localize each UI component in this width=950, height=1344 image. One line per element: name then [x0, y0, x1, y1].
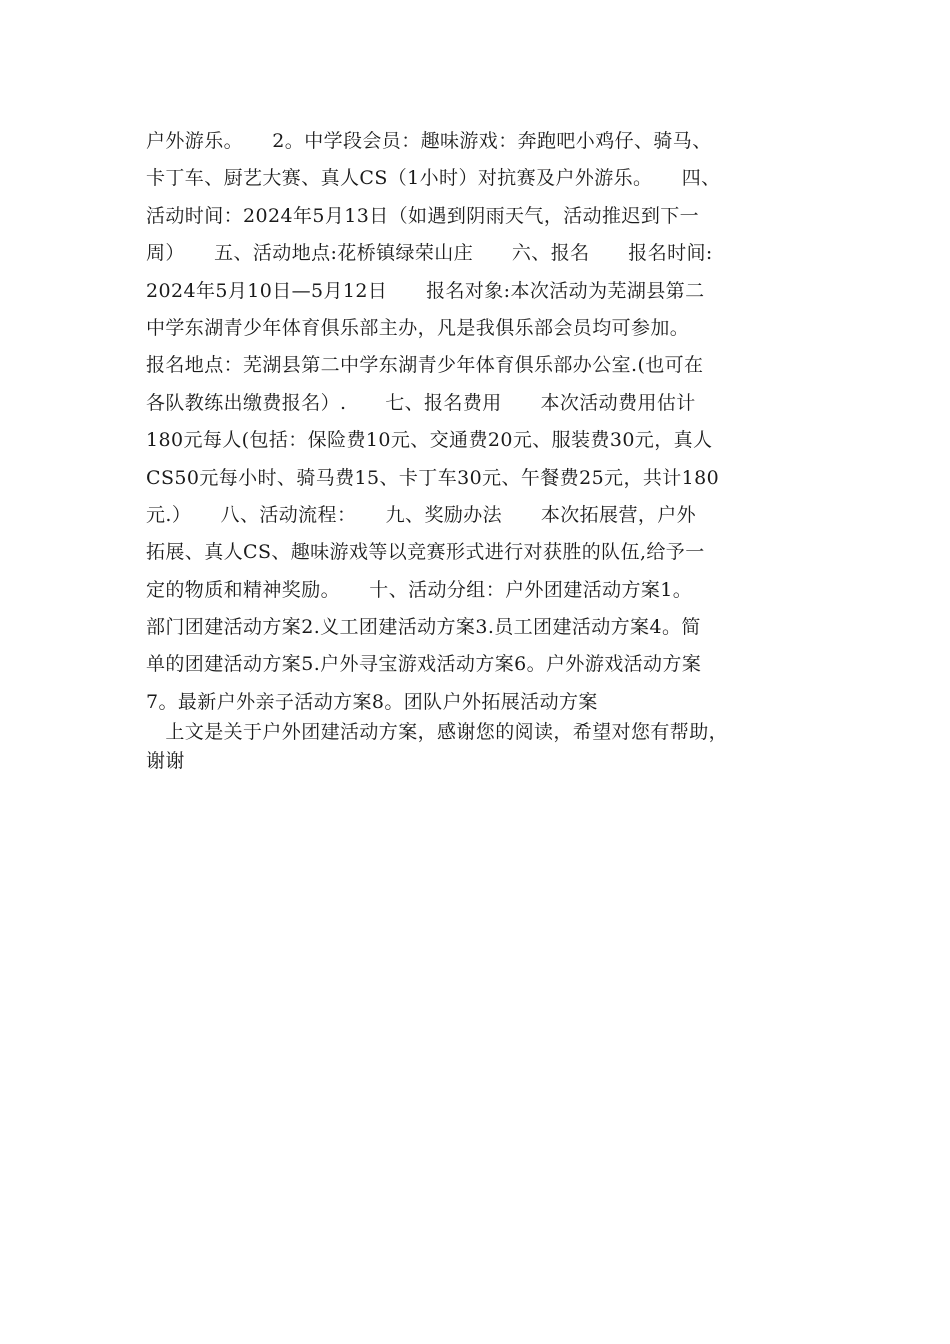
closing-line: 谢谢 — [146, 750, 185, 772]
text-line: 2024年5月10日—5月12日 报名对象:本次活动为芜湖县第二 — [146, 279, 705, 302]
closing-paragraph — [146, 718, 826, 776]
text-line: 元.） 八、活动流程： 九、奖励办法 本次拓展营，户外 — [146, 503, 697, 526]
text-line: 部门团建活动方案2.义工团建活动方案3.员工团建活动方案4。简 — [146, 616, 701, 639]
text-line: 户外游乐。 2。中学段会员：趣味游戏：奔跑吧小鸡仔、骑马、 — [146, 130, 712, 152]
text-line: 7。最新户外亲子活动方案8。团队户外拓展活动方案 — [146, 690, 598, 713]
text-line: 单的团建活动方案5.户外寻宝游戏活动方案6。户外游戏活动方案 — [146, 653, 702, 676]
body-text — [146, 123, 826, 721]
text-line: 各队教练出缴费报名）. 七、报名费用 本次活动费用估计 — [146, 391, 696, 414]
text-line: CS50元每小时、骑马费15、卡丁车30元、午餐费25元，共计180 — [146, 466, 720, 489]
text-line: 180元每人(包括：保险费10元、交通费20元、服装费30元，真人 — [146, 429, 713, 452]
text-line: 卡丁车、厨艺大赛、真人CS（1小时）对抗赛及户外游乐。 四、 — [146, 167, 721, 190]
text-line: 中学东湖青少年体育俱乐部主办，凡是我俱乐部会员均可参加。 — [146, 316, 690, 339]
text-line: 定的物质和精神奖励。 十、活动分组：户外团建活动方案1。 — [146, 578, 693, 601]
closing-line: 上文是关于户外团建活动方案，感谢您的阅读，希望对您有帮助， — [146, 721, 729, 743]
text-line: 周） 五、活动地点:花桥镇绿荣山庄 六、报名 报名时间: — [146, 242, 713, 265]
text-line: 报名地点：芜湖县第二中学东湖青少年体育俱乐部办公室.(也可在 — [146, 354, 704, 377]
text-line: 活动时间：2024年5月13日（如遇到阴雨天气，活动推迟到下一 — [146, 204, 700, 227]
text-line: 拓展、真人CS、趣味游戏等以竞赛形式进行对获胜的队伍,给予一 — [146, 541, 705, 564]
